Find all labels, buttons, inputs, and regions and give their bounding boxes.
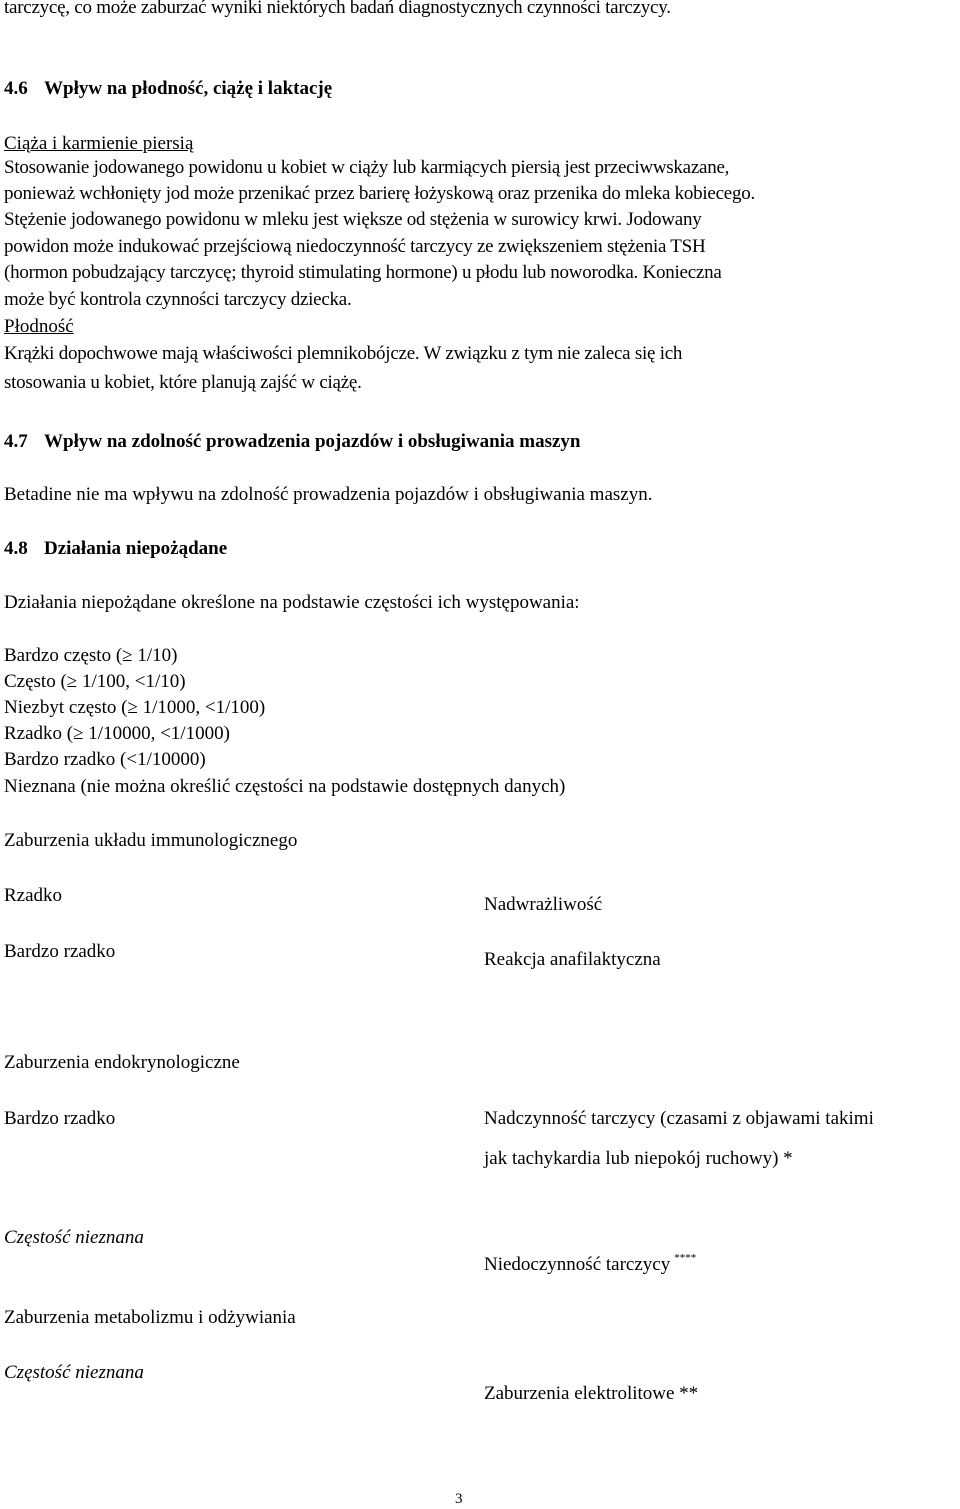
subheading-pregnancy: Ciąża i karmienie piersią bbox=[4, 133, 194, 154]
effect-label: Reakcja anafilaktyczna bbox=[484, 949, 661, 970]
paragraph-line: stosowania u kobiet, które planują zajść w ciążę. bbox=[4, 372, 362, 393]
subheading-fertility: Płodność bbox=[4, 316, 74, 337]
section-title: Działania niepożądane bbox=[44, 538, 228, 559]
paragraph-line: Krążki dopochwowe mają właściwości plemnikobójcze. W związku z tym nie zaleca się ich bbox=[4, 343, 683, 364]
paragraph-line: powidon może indukować przejściową niedoczynność tarczycy ze zwiększeniem stężenia TSH bbox=[4, 236, 706, 257]
frequency-item: Rzadko (≥ 1/10000, <1/1000) bbox=[4, 723, 230, 744]
page-number: 3 bbox=[455, 1491, 463, 1507]
paragraph-line: (hormon pobudzający tarczycę; thyroid stimulating hormone) u płodu lub noworodka. Konieczna bbox=[4, 262, 722, 283]
frequency-label: Bardzo rzadko bbox=[4, 941, 116, 962]
paragraph-line: Stężenie jodowanego powidonu w mleku jest większe od stężenia w surowicy krwi. Jodowany bbox=[4, 209, 702, 230]
effect-label bbox=[484, 1246, 696, 1277]
section-4-7-heading bbox=[4, 430, 580, 454]
frequency-item: Bardzo często (≥ 1/10) bbox=[4, 645, 178, 666]
category-endo: Zaburzenia endokrynologiczne bbox=[4, 1052, 240, 1073]
frequency-item: Bardzo rzadko (<1/10000) bbox=[4, 749, 206, 770]
section-4-6-heading bbox=[4, 77, 332, 101]
frequency-item: Często (≥ 1/100, <1/10) bbox=[4, 671, 186, 692]
section-title: Wpływ na zdolność prowadzenia pojazdów i obsługiwania maszyn bbox=[44, 431, 581, 452]
frequency-label: Częstość nieznana bbox=[4, 1227, 144, 1248]
section-title: Wpływ na płodność, ciążę i laktację bbox=[44, 78, 333, 99]
frequency-item: Nieznana (nie można określić częstości na podstawie dostępnych danych) bbox=[4, 776, 566, 797]
frequency-label: Częstość nieznana bbox=[4, 1362, 144, 1383]
footnote-mark: **** bbox=[674, 1252, 697, 1264]
paragraph-line: Betadine nie ma wpływu na zdolność prowadzenia pojazdów i obsługiwania maszyn. bbox=[4, 484, 653, 505]
paragraph-line: Działania niepożądane określone na podstawie częstości ich występowania: bbox=[4, 592, 580, 613]
effect-label: Nadczynność tarczycy (czasami z objawami takimi bbox=[484, 1108, 874, 1129]
section-number: 4.8 bbox=[4, 538, 28, 559]
effect-label: jak tachykardia lub niepokój ruchowy) * bbox=[484, 1148, 793, 1169]
frequency-label: Rzadko bbox=[4, 885, 63, 906]
paragraph-line: może być kontrola czynności tarczycy dziecka. bbox=[4, 289, 352, 310]
paragraph-line: Stosowanie jodowanego powidonu u kobiet w ciąży lub karmiących piersią jest przeciwwskazane, bbox=[4, 157, 730, 178]
frequency-label: Bardzo rzadko bbox=[4, 1108, 116, 1129]
section-number: 4.6 bbox=[4, 78, 28, 99]
paragraph-line: ponieważ wchłonięty jod może przenikać przez barierę łożyskową oraz przenika do mleka kobiecego. bbox=[4, 183, 755, 204]
category-meta: Zaburzenia metabolizmu i odżywiania bbox=[4, 1307, 296, 1328]
effect-text: Niedoczynność tarczycy bbox=[484, 1254, 671, 1275]
top-line: tarczycę, co może zaburzać wyniki niektórych badań diagnostycznych czynności tarczycy. bbox=[4, 0, 671, 18]
section-number: 4.7 bbox=[4, 431, 28, 452]
effect-label: Nadwrażliwość bbox=[484, 894, 603, 915]
frequency-item: Niezbyt często (≥ 1/1000, <1/100) bbox=[4, 697, 266, 718]
section-4-8-heading bbox=[4, 537, 227, 561]
category-immuno: Zaburzenia układu immunologicznego bbox=[4, 830, 298, 851]
effect-label: Zaburzenia elektrolitowe ** bbox=[484, 1383, 699, 1404]
